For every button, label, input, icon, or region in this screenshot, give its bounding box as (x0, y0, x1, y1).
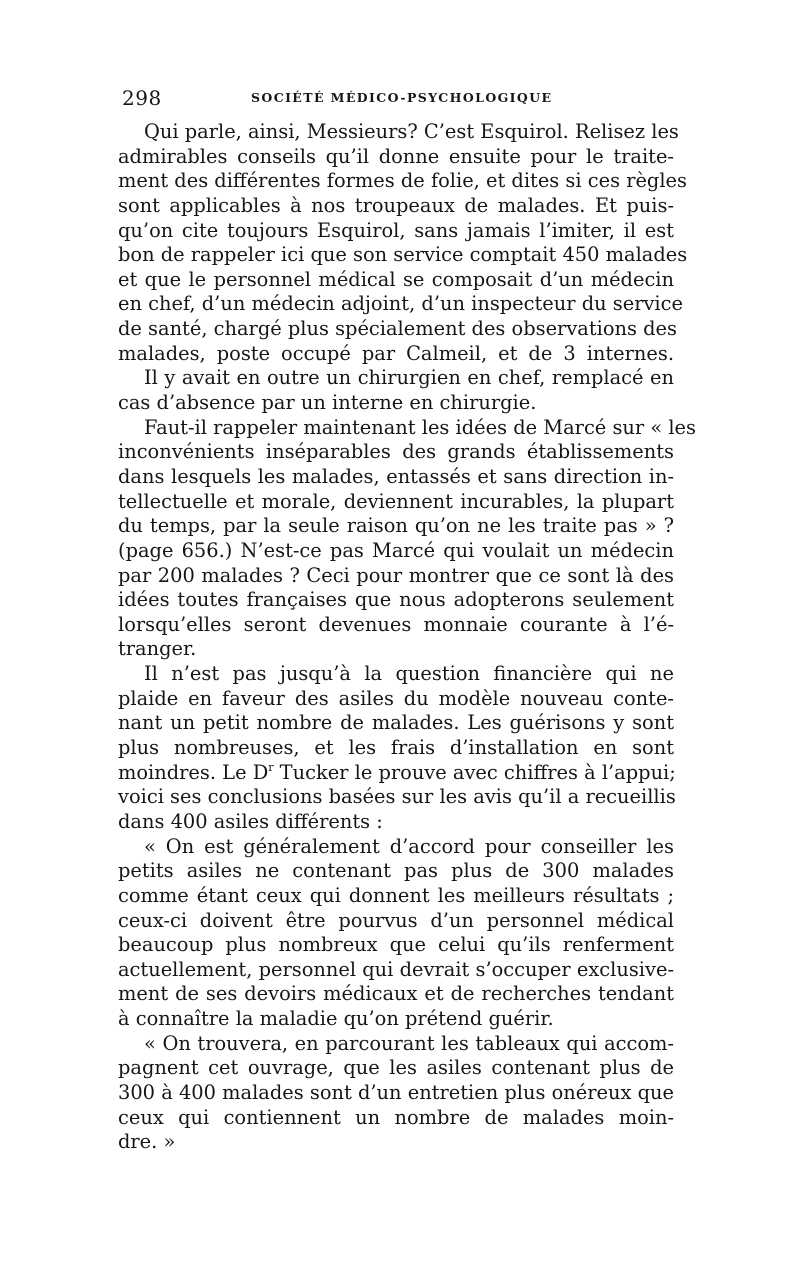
text-line: actuellement, personnel qui devrait s’occuper exclusive- (118, 957, 674, 981)
text-line: tranger. (118, 637, 197, 661)
text-line: nant un petit nombre de malades. Les guérisons y sont (118, 711, 674, 735)
text-line: Il y avait en outre un chirurgien en chef, remplacé en (144, 366, 674, 390)
text-line: « On est généralement d’accord pour conseiller les (144, 834, 674, 858)
text-line: Faut-il rappeler maintenant les idées de Marcé sur « les (144, 415, 696, 439)
text-line: plaide en faveur des asiles du modèle nouveau conte- (118, 686, 674, 710)
text-line: à connaître la maladie qu’on prétend guérir. (118, 1007, 554, 1031)
text-line: pagnent cet ouvrage, que les asiles contenant plus de (118, 1056, 674, 1080)
text-line: plus nombreuses, et les frais d’installation en sont (118, 736, 674, 760)
text-line: de santé, chargé plus spécialement des observations des (118, 317, 677, 341)
text-line: idées toutes françaises que nous adopterons seulement (118, 588, 674, 612)
superscript: r (268, 760, 274, 774)
body-text (118, 120, 696, 1155)
text-line: ceux-ci doivent être pourvus d’un personnel médical (118, 908, 674, 932)
text-line: 300 à 400 malades sont d’un entretien plus onéreux que (118, 1080, 674, 1104)
text-line: en chef, d’un médecin adjoint, d’un inspecteur du service (118, 292, 683, 316)
text-line: tellectuelle et morale, deviennent incurables, la plupart (118, 489, 674, 513)
text-segment: moindres. Le D (118, 760, 269, 784)
text-line: ment de ses devoirs médicaux et de recherches tendant (118, 982, 674, 1006)
text-line: bon de rappeler ici que son service comptait 450 malades (118, 243, 688, 267)
text-line: ment des différentes formes de folie, et dites si ces règles (118, 169, 687, 193)
text-line: Il n’est pas jusqu’à la question financière qui ne (144, 662, 674, 686)
text-line: par 200 malades ? Ceci pour montrer que ce sont là des (118, 563, 674, 587)
text-line: ceux qui contiennent un nombre de malades moin- (118, 1105, 674, 1129)
text-line: qu’on cite toujours Esquirol, sans jamais l’imiter, il est (118, 218, 674, 242)
text-line: voici ses conclusions basées sur les avis qu’il a recueillis (118, 785, 676, 809)
text-line: malades, poste occupé par Calmeil, et de 3 internes. (118, 341, 674, 365)
book-page (118, 86, 696, 1155)
text-line: beaucoup plus nombreux que celui qu’ils renferment (118, 933, 674, 957)
text-line: Qui parle, ainsi, Messieurs? C’est Esquirol. Relisez les (144, 120, 679, 143)
text-line: cas d’absence par un interne en chirurgie. (118, 391, 537, 415)
page-number: 298 (122, 86, 162, 110)
text-line (118, 761, 674, 786)
running-title: SOCIÉTÉ MÉDICO-PSYCHOLOGIQUE (251, 90, 553, 105)
text-line: inconvénients inséparables des grands établissements (118, 440, 674, 464)
text-segment: Tucker le prouve avec chiffres à l’appui; (273, 760, 676, 784)
text-line: dans lesquels les malades, entassés et sans direction in- (118, 464, 674, 488)
text-line: « On trouvera, en parcourant les tableaux qui accom- (144, 1031, 674, 1055)
text-line: dre. » (118, 1130, 176, 1154)
text-line: lorsqu’elles seront devenues monnaie courante à l’é- (118, 612, 674, 636)
running-head (118, 86, 674, 120)
text-line: du temps, par la seule raison qu’on ne les traite pas » ? (118, 514, 674, 538)
text-line: admirables conseils qu’il donne ensuite pour le traite- (118, 144, 674, 168)
text-line: petits asiles ne contenant pas plus de 300 malades (118, 859, 674, 883)
text-line: (page 656.) N’est-ce pas Marcé qui voulait un médecin (118, 538, 674, 562)
text-line: et que le personnel médical se composait d’un médecin (118, 267, 674, 291)
text-line: sont applicables à nos troupeaux de malades. Et puis- (118, 193, 674, 217)
text-line: dans 400 asiles différents : (118, 809, 383, 833)
text-line: comme étant ceux qui donnent les meilleurs résultats ; (118, 883, 674, 907)
